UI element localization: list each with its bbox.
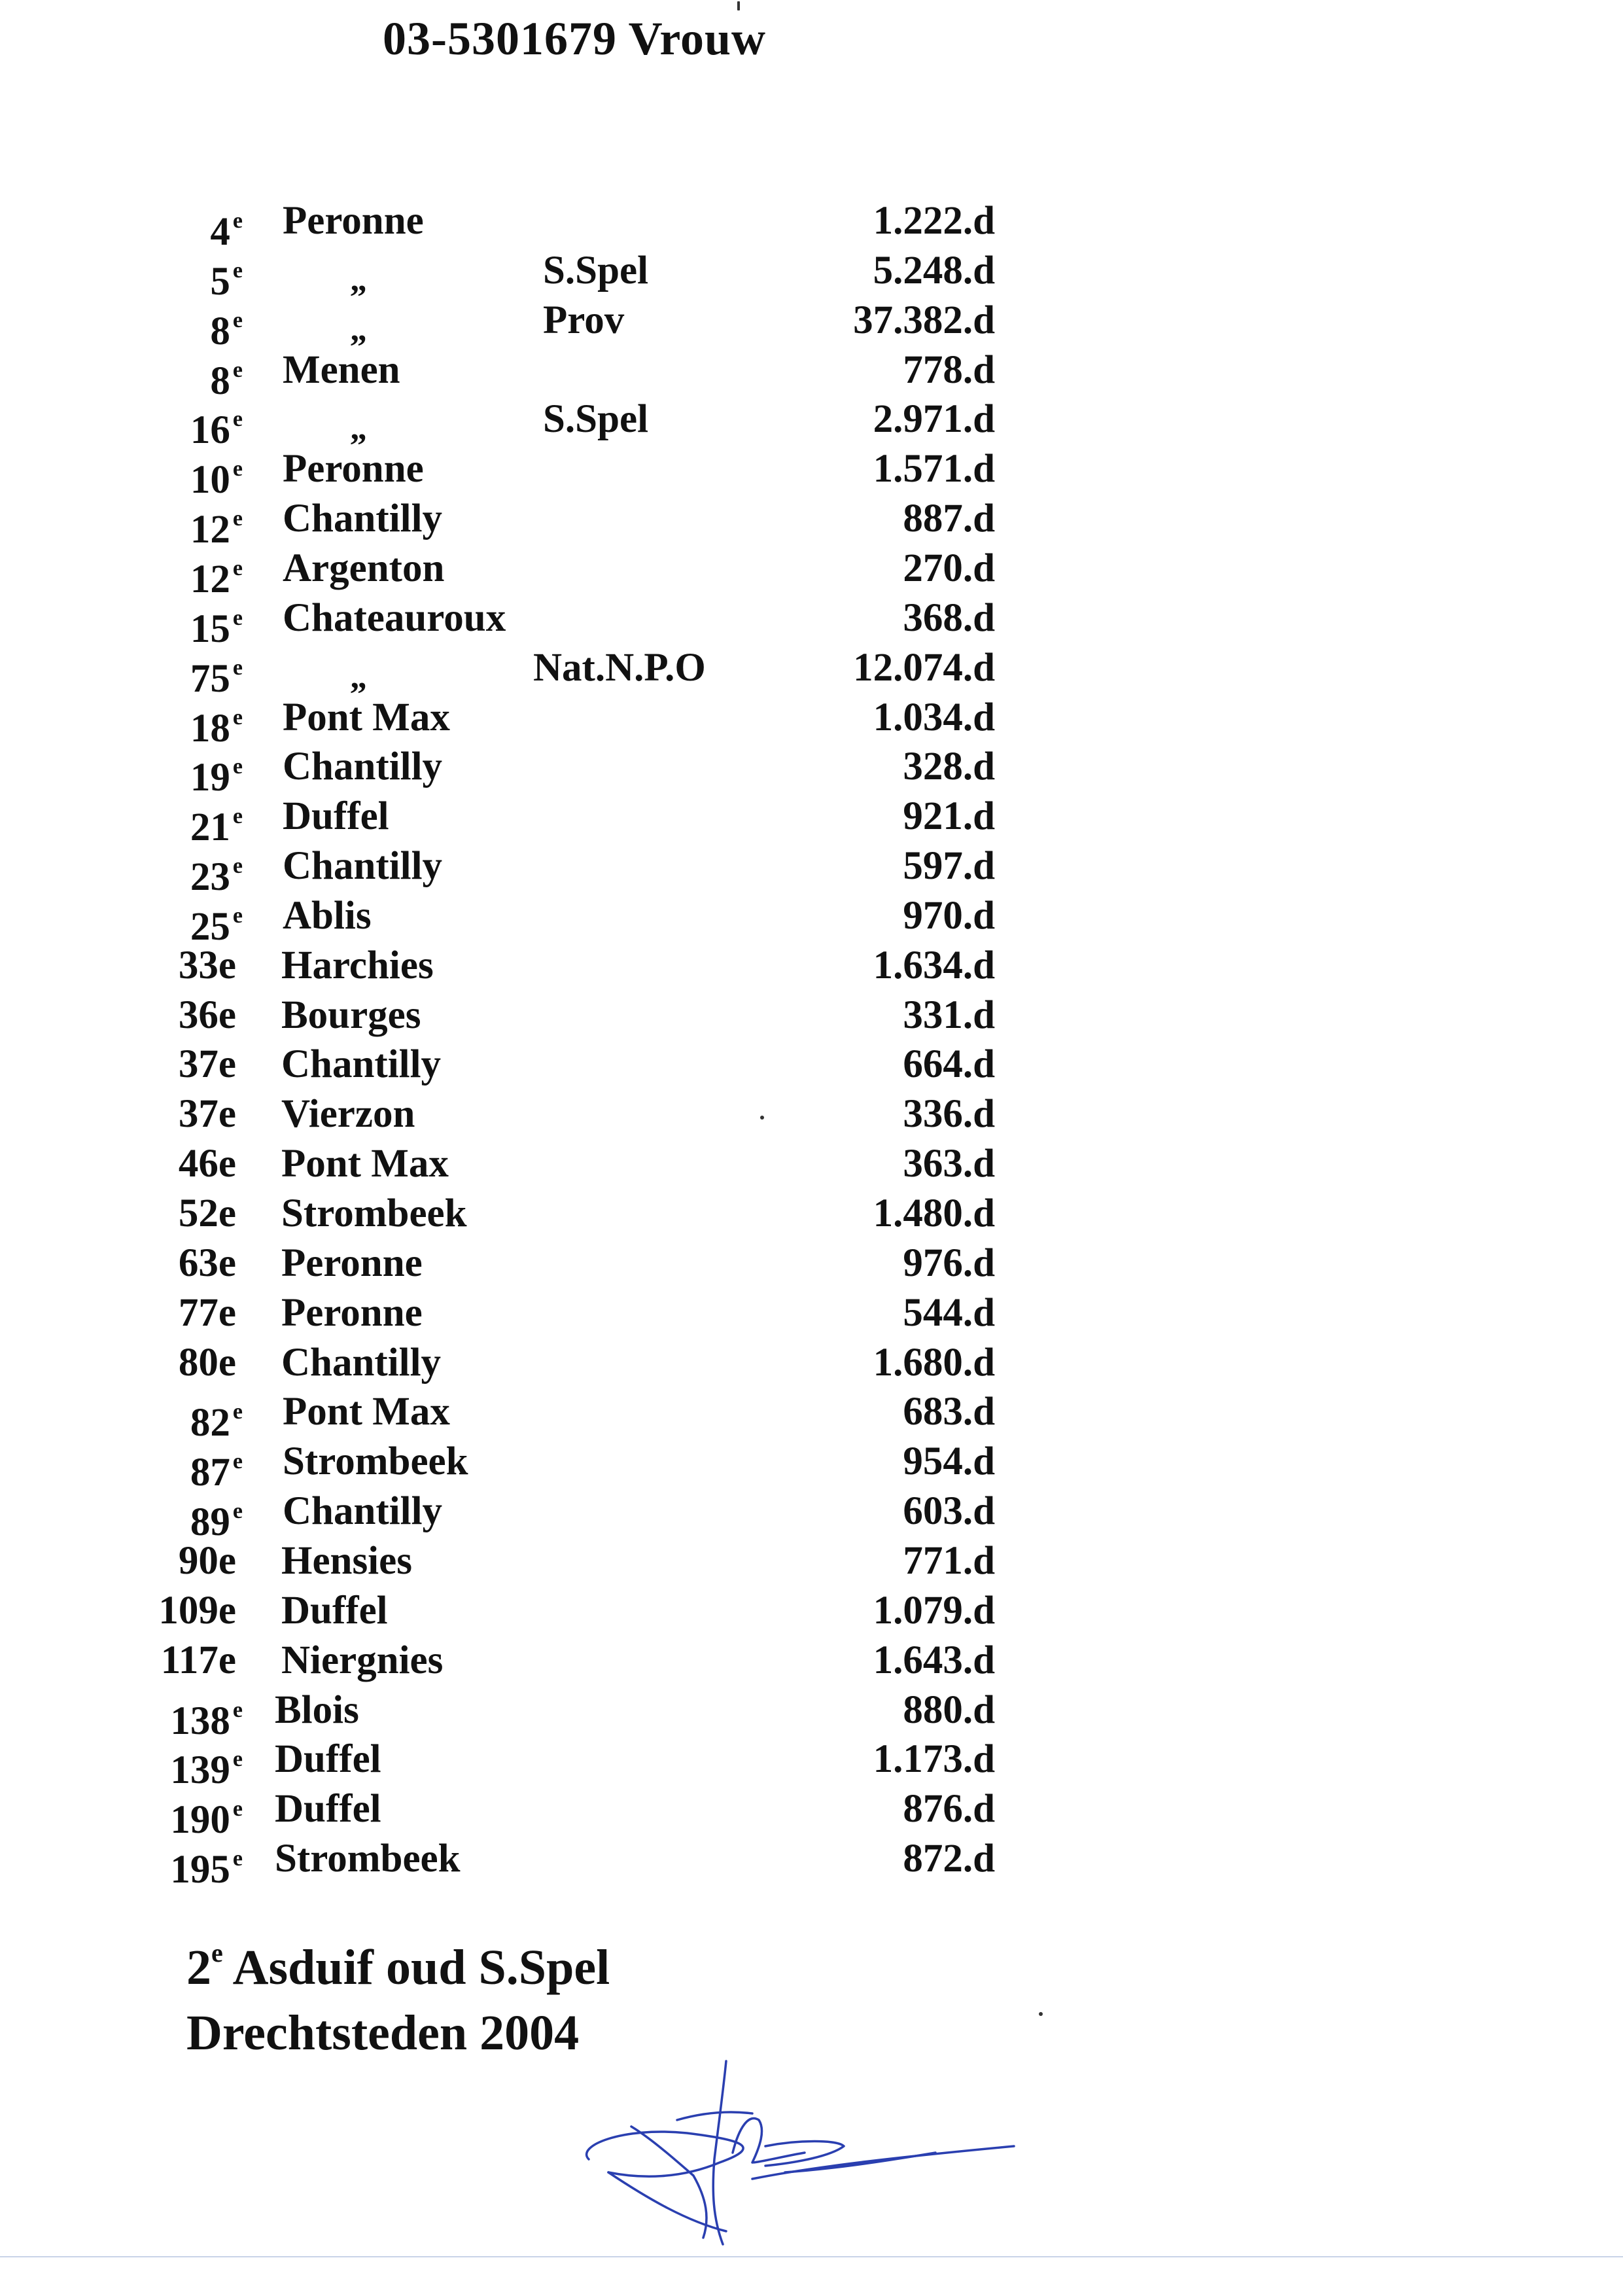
result-row [0, 1139, 1623, 1189]
result-rank-number: 37e [178, 1042, 236, 1086]
result-rank-number: 77e [178, 1291, 236, 1335]
result-place: „ [350, 311, 367, 348]
result-rank-number: 190 [170, 1798, 230, 1842]
result-rank-number: 19 [190, 756, 230, 800]
result-place: Argenton [283, 546, 445, 590]
result-value: 1.643.d [873, 1638, 995, 1682]
result-rank-suffix: e [232, 854, 243, 878]
result-rank [179, 1239, 236, 1288]
result-place: Niergnies [281, 1638, 444, 1682]
result-rank-number: 109e [158, 1589, 236, 1633]
result-rank-number: 10 [190, 458, 230, 502]
result-value: 880.d [903, 1688, 995, 1732]
result-place: Peronne [283, 447, 424, 491]
result-rank-suffix: e [232, 457, 243, 481]
result-place: „ [350, 410, 367, 447]
result-place: Duffel [283, 794, 389, 838]
result-rank-number: 15 [190, 607, 230, 651]
result-row [0, 742, 1623, 800]
scan-speck [1039, 2012, 1043, 2016]
result-row [0, 1487, 1623, 1544]
result-rank [179, 941, 236, 991]
result-value: 664.d [903, 1042, 995, 1086]
result-row [0, 1338, 1623, 1388]
footer-line-1-text: Asduif oud S.Spel [222, 1940, 610, 1995]
result-value: 954.d [903, 1439, 995, 1483]
result-place: Vierzon [281, 1092, 415, 1136]
result-rank-number: 21 [190, 805, 230, 849]
result-value: 544.d [903, 1291, 995, 1335]
result-value: 872.d [903, 1837, 995, 1881]
result-rank-suffix: e [232, 1797, 243, 1821]
result-rank-suffix: e [232, 1846, 243, 1871]
result-category: S.Spel [543, 397, 649, 441]
result-row [0, 1239, 1623, 1288]
result-rank [179, 1189, 236, 1239]
result-rank-suffix: e [232, 258, 243, 283]
result-rank [179, 1040, 236, 1089]
result-row [0, 544, 1623, 601]
result-value: 1.634.d [873, 944, 995, 987]
result-row [0, 1040, 1623, 1089]
footer-line-2: Drechtsteden 2004 [186, 2005, 580, 2060]
result-place: Peronne [283, 199, 424, 243]
result-rank-number: 37e [178, 1092, 236, 1136]
result-row [0, 1784, 1623, 1842]
result-category: Prov [543, 298, 625, 342]
result-value: 887.d [903, 497, 995, 540]
result-row [0, 444, 1623, 502]
result-place: Chantilly [283, 844, 443, 888]
result-rank-suffix: e [232, 1400, 243, 1424]
result-rank-suffix: e [232, 1747, 243, 1771]
result-category: S.Spel [543, 249, 649, 292]
result-rank [179, 1089, 236, 1139]
result-row [0, 792, 1623, 849]
scan-speck [737, 1, 740, 10]
result-value: 1.480.d [873, 1192, 995, 1235]
result-place: Menen [283, 348, 400, 392]
result-rank-number: 33e [178, 944, 236, 987]
result-row [0, 841, 1623, 899]
result-value: 2.971.d [873, 397, 995, 441]
result-place: Hensies [281, 1539, 412, 1583]
result-value: 976.d [903, 1241, 995, 1285]
result-value: 1.079.d [873, 1589, 995, 1633]
result-rank-number: 80e [178, 1341, 236, 1385]
result-rank-suffix: e [232, 754, 243, 779]
result-rank-number: 89 [190, 1500, 230, 1544]
result-rank-suffix: e [232, 1499, 243, 1523]
result-place: Duffel [281, 1589, 388, 1633]
result-rank-suffix: e [232, 606, 243, 630]
result-row [0, 941, 1623, 991]
result-value: 597.d [903, 844, 995, 888]
result-rank-number: 8 [210, 359, 230, 403]
footer-rank: 2 [186, 1940, 211, 1995]
result-value: 1.680.d [873, 1341, 995, 1385]
result-rank-number: 139 [170, 1748, 230, 1792]
result-rank-number: 195 [170, 1848, 230, 1892]
result-value: 771.d [903, 1539, 995, 1583]
result-category: Nat.N.P.O [533, 646, 706, 690]
result-row [0, 296, 1623, 353]
result-row [0, 1089, 1623, 1139]
result-row [0, 1686, 1623, 1743]
result-value: 1.571.d [873, 447, 995, 491]
result-place: Pont Max [281, 1142, 449, 1186]
result-value: 368.d [903, 596, 995, 640]
result-value: 331.d [903, 993, 995, 1037]
result-rank-number: 8 [210, 309, 230, 353]
scan-edge-line [0, 2256, 1623, 2257]
result-row [0, 593, 1623, 651]
result-rank [158, 1586, 236, 1636]
result-value: 328.d [903, 745, 995, 788]
result-place: Chantilly [281, 1042, 442, 1086]
result-value: 270.d [903, 546, 995, 590]
result-row [0, 693, 1623, 751]
result-place: Strombeek [283, 1439, 468, 1483]
result-row [0, 395, 1623, 452]
result-value: 683.d [903, 1390, 995, 1434]
result-rank-number: 36e [178, 993, 236, 1037]
result-rank-number: 5 [210, 260, 230, 304]
result-rank [179, 1536, 236, 1586]
result-row [0, 345, 1623, 403]
result-row [0, 494, 1623, 552]
result-value: 1.173.d [873, 1737, 995, 1781]
result-rank-suffix: e [232, 1449, 243, 1474]
result-rank [179, 1338, 236, 1388]
result-rank-number: 12 [190, 508, 230, 552]
result-value: 5.248.d [873, 249, 995, 292]
result-value: 921.d [903, 794, 995, 838]
result-place: Harchies [281, 944, 434, 987]
result-rank-number: 87 [190, 1451, 230, 1494]
result-rank-suffix: e [232, 556, 243, 580]
result-place: „ [350, 658, 367, 696]
result-place: Duffel [275, 1787, 381, 1831]
result-place: Peronne [281, 1241, 423, 1285]
result-rank-number: 16 [190, 408, 230, 452]
result-rank-number: 117e [160, 1638, 236, 1682]
handwritten-signature-icon [569, 2048, 1027, 2257]
result-value: 12.074.d [853, 646, 995, 690]
result-place: Ablis [283, 894, 372, 938]
result-row [0, 643, 1623, 701]
result-value: 970.d [903, 894, 995, 938]
result-value: 336.d [903, 1092, 995, 1136]
footer-rank-suffix: e [211, 1938, 223, 1968]
result-value: 778.d [903, 348, 995, 392]
result-rank-number: 18 [190, 707, 230, 751]
result-place: Chantilly [281, 1341, 442, 1385]
result-place: Pont Max [283, 1390, 450, 1434]
result-place: „ [350, 261, 367, 298]
result-rank-suffix: e [232, 705, 243, 730]
result-place: Peronne [281, 1291, 423, 1335]
result-value: 1.034.d [873, 696, 995, 739]
result-value: 37.382.d [853, 298, 995, 342]
result-row [0, 1834, 1623, 1892]
result-place: Pont Max [283, 696, 450, 739]
result-row [0, 1387, 1623, 1445]
result-rank-suffix: e [232, 1698, 243, 1722]
result-place: Bourges [281, 993, 421, 1037]
result-row [0, 1437, 1623, 1494]
result-row [0, 246, 1623, 304]
footer-note [186, 1920, 610, 2066]
result-rank-number: 90e [178, 1539, 236, 1583]
result-rank [179, 1288, 236, 1338]
result-value: 603.d [903, 1489, 995, 1533]
result-rank-suffix: e [232, 656, 243, 680]
result-row [0, 1288, 1623, 1338]
result-place: Strombeek [281, 1192, 467, 1235]
result-rank-number: 12 [190, 557, 230, 601]
result-rank-number: 63e [178, 1241, 236, 1285]
result-row [0, 1189, 1623, 1239]
result-place: Strombeek [275, 1837, 461, 1881]
result-rank [179, 1139, 236, 1189]
result-rank-number: 52e [178, 1192, 236, 1235]
footer-line-1 [186, 1920, 610, 2000]
result-rank-suffix: e [232, 407, 243, 431]
result-rank-number: 25 [190, 905, 230, 949]
result-rank-number: 138 [170, 1699, 230, 1743]
result-row [0, 1586, 1623, 1636]
result-rank-suffix: e [232, 904, 243, 928]
result-rank-suffix: e [232, 804, 243, 828]
result-row [0, 1536, 1623, 1586]
result-rank-number: 46e [178, 1142, 236, 1186]
document-title: 03-5301679 Vrouw [383, 12, 767, 65]
result-place: Blois [275, 1688, 359, 1732]
result-place: Duffel [275, 1737, 381, 1781]
result-rank-suffix: e [232, 209, 243, 233]
result-place: Chantilly [283, 1489, 443, 1533]
result-rank [161, 1636, 236, 1686]
result-rank-number: 23 [190, 855, 230, 899]
result-row [0, 891, 1623, 949]
result-value: 876.d [903, 1787, 995, 1831]
result-rank-suffix: e [232, 308, 243, 332]
result-rank [170, 1834, 243, 1895]
result-rank-suffix: e [232, 358, 243, 382]
result-place: Chantilly [283, 497, 443, 540]
result-rank-number: 4 [210, 210, 230, 254]
result-value: 363.d [903, 1142, 995, 1186]
result-row [0, 1735, 1623, 1792]
result-place: Chantilly [283, 745, 443, 788]
result-row [0, 991, 1623, 1040]
result-rank [179, 991, 236, 1040]
scan-speck [760, 1116, 764, 1120]
result-row [0, 1636, 1623, 1686]
result-rank-number: 75 [190, 657, 230, 701]
result-value: 1.222.d [873, 199, 995, 243]
result-rank-number: 82 [190, 1401, 230, 1445]
result-row [0, 196, 1623, 254]
result-place: Chateauroux [283, 596, 506, 640]
result-rank-suffix: e [232, 506, 243, 531]
